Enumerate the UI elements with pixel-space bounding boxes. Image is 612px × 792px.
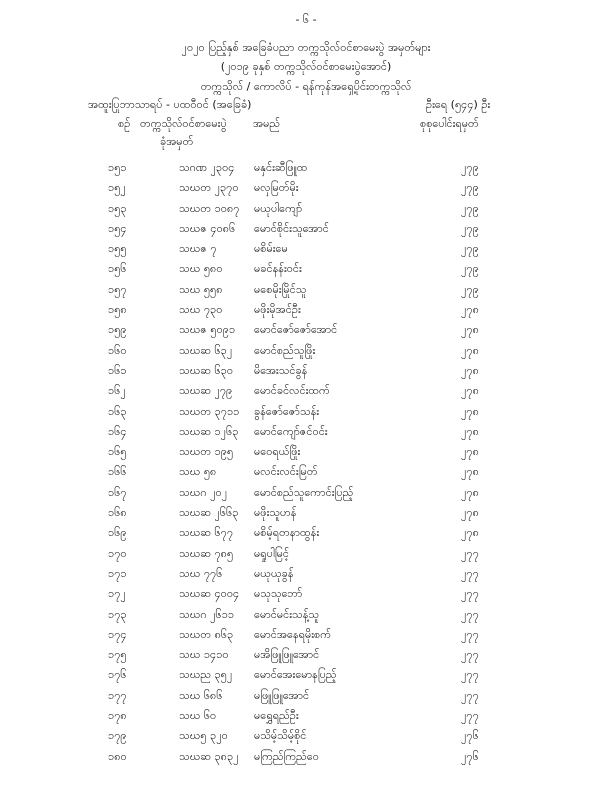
row-name: မဝေရယ်ဖြိုး (254, 445, 301, 459)
row-number: ၁၈၀ (108, 749, 127, 763)
row-reg-number: သဃ ၆၀ (179, 709, 217, 723)
row-score: ၂၇၈ (461, 363, 479, 377)
row-reg-number: သဃဇ ၅၀၉၁ (179, 323, 236, 337)
row-name: မောင်ခင်လင်းထက် (254, 384, 330, 398)
row-reg-number: သဃဂ ၂၆၁၁ (179, 607, 235, 621)
row-reg-number: သဃတ ၃၇၁၁ (179, 404, 240, 418)
row-reg-number: သဃတ ၁၉၅ (179, 445, 234, 459)
row-score: ၂၇၈ (461, 384, 479, 398)
row-score: ၂၇၉ (461, 242, 479, 256)
row-reg-number: သဃ၅ ၃၂၀ (179, 729, 228, 743)
table-row (0, 504, 612, 524)
table-row (0, 281, 612, 301)
total-count: ဦးရေ (၅၄၄) ဦး (426, 98, 491, 111)
row-name: မဖိုးမိုအင်ဦး (254, 303, 301, 317)
table-row (0, 606, 612, 626)
results-table (0, 159, 612, 768)
row-score: ၂၇၇ (461, 566, 479, 580)
table-row (0, 342, 612, 362)
table-row (0, 362, 612, 382)
row-name: မသိမ့်သိမ့်စိုင် (254, 729, 307, 743)
row-reg-number: သဃ ၁၄၁၀ (179, 648, 229, 662)
row-number: ၁၆၀ (108, 343, 127, 357)
row-number: ၁၅၈ (108, 303, 127, 317)
row-score: ၂၇၉ (461, 181, 479, 195)
table-row (0, 646, 612, 666)
table-row (0, 565, 612, 585)
row-number: ၁၇၀ (108, 546, 127, 560)
row-reg-number: သဃ ၇၃၀ (179, 303, 223, 317)
row-reg-number: သဃဆ ၂၇၉ (179, 384, 233, 398)
row-score: ၂၇၉ (461, 161, 479, 174)
table-row (0, 260, 612, 280)
row-reg-number: သဃဆ ၂၆၆၃ (179, 506, 239, 520)
table-row (0, 200, 612, 220)
row-number: ၁၇၂ (108, 587, 126, 601)
row-score: ၂၇၈ (461, 323, 479, 337)
row-number: ၁၆၈ (108, 506, 127, 520)
table-row (0, 727, 612, 747)
table-row (0, 423, 612, 443)
row-number: ၁၆၃ (108, 404, 127, 418)
row-number: ၁၇၄ (108, 627, 127, 641)
table-row (0, 687, 612, 707)
row-score: ၂၇၉ (461, 282, 479, 296)
column-header-no: စဉ် (118, 117, 131, 130)
row-number: ၁၇၅ (108, 648, 127, 662)
row-number: ၁၆၄ (108, 424, 127, 438)
row-reg-number: သဃဆ ၄၀၀၄ (179, 587, 240, 601)
table-row (0, 524, 612, 544)
row-score: ၂၇၇ (461, 709, 479, 723)
table-row (0, 443, 612, 463)
row-name: မောင်စည်သူကောင်းပြည့် (254, 485, 354, 499)
row-reg-number: သဃတ ၂၃၇၀ (179, 181, 239, 195)
row-score: ၂၇၇ (461, 648, 479, 662)
row-number: ၁၅၉ (108, 323, 127, 337)
row-score: ၂၇၇ (461, 668, 479, 682)
row-name: မဖိုးသူဟန် (254, 506, 297, 520)
column-header-name: အမည် (253, 117, 281, 130)
table-row (0, 545, 612, 565)
row-name: မစိမ့်ရတနာထွန်း (254, 526, 320, 540)
row-number: ၁၅၆ (108, 262, 127, 276)
row-number: ၁၇၆ (108, 668, 127, 682)
row-number: ၁၆၂ (108, 384, 126, 398)
row-number: ၁၅၄ (108, 221, 127, 235)
row-score: ၂၇၈ (461, 343, 479, 357)
document-title: ၂၀၂၀ ပြည့်နှစ် အခြေခံပညာ တက္ကသိုလ်ဝင်စာမေးပွဲ အမှတ်များ (181, 41, 431, 54)
row-score: ၂၇၈ (461, 506, 479, 520)
row-name: မောင်မင်းသန့်သူ (254, 607, 320, 621)
table-row (0, 403, 612, 423)
row-name: မနှင်းဆီဖြူထ (254, 161, 308, 174)
row-reg-number: သဃဆ ၃၈၃၂ (179, 749, 239, 763)
row-name: မကြည်ကြည်ဝေ (254, 749, 319, 763)
row-number: ၁၅၃ (108, 201, 127, 215)
row-name: မစိမ်းမေ (254, 242, 288, 256)
row-number: ၁၇၈ (108, 709, 127, 723)
row-score: ၂၇၉ (461, 201, 479, 215)
row-name: မခင်နန်းဝင်း (254, 262, 302, 276)
row-reg-number: သဃဆ ၇၈၅ (179, 546, 234, 560)
row-name: မောင်ကျော်ဇင်ဝင်း (254, 424, 328, 438)
row-reg-number: သဃဆ ၆၃၀ (179, 363, 234, 377)
row-score: ၂၇၆ (461, 729, 479, 743)
row-reg-number: သဃဇ ၇ (179, 242, 217, 256)
row-reg-number: သဃ ၅၈၀ (179, 262, 223, 276)
row-number: ၁၆၅ (108, 445, 127, 459)
row-score: ၂၇၈ (461, 526, 479, 540)
row-number: ၁၆၇ (108, 485, 127, 499)
table-row (0, 666, 612, 686)
row-name: မိအေးသင်ခွန် (254, 363, 308, 377)
row-name: မယုပါကျော် (254, 201, 303, 215)
row-reg-number: သဃ ၅၈ (179, 465, 217, 479)
row-score: ၂၇၉ (461, 221, 479, 235)
row-number: ၁၆၉ (108, 526, 127, 540)
row-score: ၂၇၈ (461, 485, 479, 499)
row-name: မရှုပါမြင့် (254, 546, 290, 560)
row-name: မောင်ဇော်ဇော်အောင် (254, 323, 338, 337)
table-row (0, 179, 612, 199)
row-number: ၁၇၇ (108, 688, 127, 702)
table-row (0, 321, 612, 341)
table-row (0, 301, 612, 321)
row-score: ၂၇၇ (461, 546, 479, 560)
row-name: မရွှေရည်ဦး (254, 709, 299, 723)
row-reg-number: သဃ ၇၇၆ (179, 566, 223, 580)
row-score: ၂၇၈ (461, 404, 479, 418)
row-name: ခွန်ဇော်ဇော်သန်း (254, 404, 320, 418)
row-score: ၂၇၈ (461, 465, 479, 479)
row-number: ၁၅၇ (108, 282, 127, 296)
row-reg-number: သဂဏ ၂၃၀၄ (179, 161, 235, 174)
row-reg-number: သဃတ ၁၀၈၇ (179, 201, 240, 215)
row-reg-number: သဃည ၃၅၂ (179, 668, 233, 682)
row-score: ၂၇၇ (461, 688, 479, 702)
table-row (0, 382, 612, 402)
row-number: ၁၆၁ (108, 363, 127, 377)
row-number: ၁၅၅ (108, 242, 127, 256)
row-number: ၁၇၉ (108, 729, 127, 743)
column-header-score: စုစုပေါင်းရမှတ် (420, 117, 479, 130)
row-name: မောင်စည်သူဖြိုး (254, 343, 316, 357)
row-number: ၁၇၃ (108, 607, 127, 621)
row-score: ၂၇၈ (461, 445, 479, 459)
row-reg-number: သဃဇ ၄၀၈၆ (179, 221, 236, 235)
row-number: ၁၇၁ (108, 566, 127, 580)
institution-title: တက္ကသိုလ် / ကောလိပ် - ရန်ကုန်အရှေ့ပိုင်းတက္ကသိုလ် (200, 80, 412, 93)
row-name: မောင်အေးမောနပြည့် (254, 668, 337, 682)
row-reg-number: သဃဆ ၆၇၇ (179, 526, 234, 540)
table-row (0, 484, 612, 504)
page-number: - ၆ - (295, 13, 317, 26)
row-name: မယုယုခွန် (254, 566, 294, 580)
row-reg-number: သဃတ ၈၆၃ (179, 627, 234, 641)
subject-label: အထူးပြုဘာသာရပ် - ပထဝီဝင် (အခြေခံ) (88, 98, 252, 111)
row-name: မောင်စိုင်းသူအောင် (254, 221, 329, 235)
row-reg-number: သဃဂ ၂၀၂ (179, 485, 228, 499)
row-score: ၂၇၇ (461, 627, 479, 641)
table-row (0, 240, 612, 260)
row-reg-number: သဃ ၆၈၆ (179, 688, 223, 702)
row-number: ၁၅၁ (108, 161, 127, 174)
table-row (0, 626, 612, 646)
table-row (0, 159, 612, 179)
row-number: ၁၅၂ (108, 181, 126, 195)
column-header-reg-no-2: ခုံအမှတ် (160, 135, 194, 148)
row-reg-number: သဃ ၅၅၈ (179, 282, 223, 296)
row-score: ၂၇၆ (461, 749, 479, 763)
row-name: မသုသုဘော် (254, 587, 303, 601)
row-name: မလင်းလင်းမြတ် (254, 465, 318, 479)
row-number: ၁၆၆ (108, 465, 127, 479)
table-row (0, 463, 612, 483)
row-name: မအိဖြူဖြူအောင် (254, 648, 320, 662)
document-subtitle: (၂၀၁၉ ခုနှစ် တက္ကသိုလ်ဝင်စာမေးပွဲအောင်) (220, 60, 392, 73)
table-row (0, 748, 612, 768)
row-score: ၂၇၉ (461, 262, 479, 276)
row-reg-number: သဃဆ ၆၃၂ (179, 343, 233, 357)
row-name: မဖြူဖြူအောင် (254, 688, 310, 702)
row-score: ၂၇၇ (461, 607, 479, 621)
row-name: မလှမြတ်မိုး (254, 181, 299, 195)
column-header-reg-no: တက္ကသိုလ်ဝင်စာမေးပွဲ (140, 117, 227, 130)
table-row (0, 707, 612, 727)
row-score: ၂၇၈ (461, 424, 479, 438)
table-row (0, 585, 612, 605)
row-name: မောင်အနေရမိုးစက် (254, 627, 331, 641)
row-name: မစေမိုးမြိုင်သူ (254, 282, 307, 296)
row-score: ၂၇၇ (461, 587, 479, 601)
row-score: ၂၇၈ (461, 303, 479, 317)
table-row (0, 220, 612, 240)
row-reg-number: သဃဆ ၁၂၆၃ (179, 424, 239, 438)
